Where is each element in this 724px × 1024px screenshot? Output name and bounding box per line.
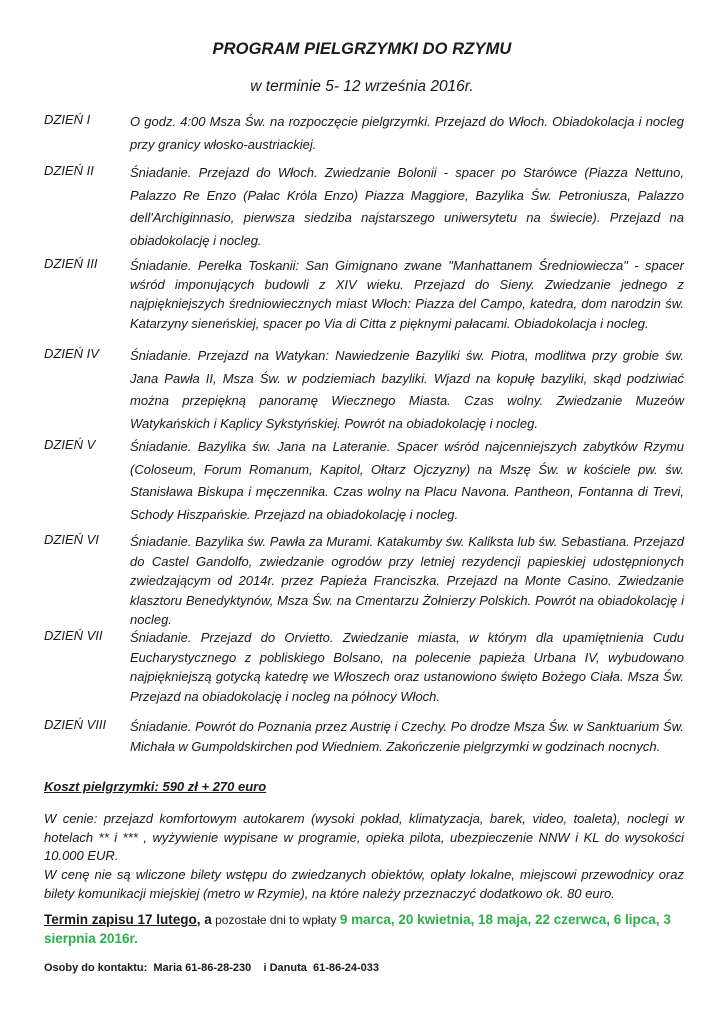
- cost-heading: Koszt pielgrzymki: 590 zł + 270 euro: [44, 779, 267, 794]
- day-4: [44, 345, 684, 435]
- day-description: O godz. 4:00 Msza Św. na rozpoczęcie pielgrzymki. Przejazd do Włoch. Obiadokolacja i nocleg przy granicy włosko-austriackiej.: [130, 114, 684, 152]
- day-label: DZIEŃ VI: [44, 532, 99, 547]
- registration-connector: , a: [196, 912, 212, 927]
- page-title: PROGRAM PIELGRZYMKI DO RZYMU: [212, 40, 512, 58]
- day-description: Śniadanie. Bazylika św. Pawła za Murami. Katakumby św. Kaliksta lub św. Sebastiana. Przejazd do Castel Gandolfo, zwiedzanie ogrodów przy letniej rezydencji papieskiej udostępnionych zwiedzającym od 2014r. przez Papieża Franciszka. Przejazd na Monte Casino. Zwiedzanie klasztoru Benedyktynów, Msza Św. na Cmentarzu Żołnierzy Polskich. Powrót na obiadokolację i nocleg.: [130, 534, 684, 628]
- price-includes: W cenie: przejazd komfortowym autokarem (wysoki pokład, klimatyzacja, barek, video, toaleta), noclegi w hotelach ** i *** , wyżywienie wypisane w programie, opieka pilota, ubezpieczenie NNW i KL do wysokości 10.000 EUR.: [44, 811, 684, 864]
- day-description: Śniadanie. Bazylika św. Jana na Lateranie. Spacer wśród najcenniejszych zabytków Rzymu (Coloseum, Forum Romanum, Kapitol, Ołtarz Ojczyzny) na Mszę Św. w kościele pw. św. Stanisława Biskupa i męczennika. Czas wolny na Placu Navona. Pantheon, Fontanna di Trevi, Schody Hiszpańskie. Przejazd na obiadokolację i nocleg.: [130, 439, 684, 522]
- day-5: [44, 436, 684, 526]
- day-label: DZIEŃ V: [44, 437, 96, 452]
- day-label: DZIEŃ VII: [44, 628, 103, 643]
- day-description: Śniadanie. Przejazd do Orvietto. Zwiedzanie miasta, w którym dla upamiętnienia Cudu Eucharystycznego z pobliskiego Bolsano, na polecenie papieża Urbana IV, wybudowano najpiękniejszą gotycką katedrę we Włoszech oraz ustanowiono święto Bożego Ciała. Msza Św. Przejazd na obiadokolację i nocleg na północy Włoch.: [130, 630, 684, 704]
- date-range-subtitle: w terminie 5- 12 września 2016r.: [250, 78, 474, 95]
- payment-intro: pozostałe dni to wpłaty: [211, 913, 340, 927]
- registration-info: [44, 911, 694, 948]
- registration-deadline: Termin zapisu 17 lutego: [44, 912, 197, 927]
- day-description: Śniadanie. Przejazd na Watykan: Nawiedzenie Bazyliki św. Piotra, modlitwa przy grobie św. Jana Pawła II, Msza Św. w podziemiach bazyliki. Wjazd na kopułę bazyliki, skąd podziwiać można przepiękną panoramę Wiecznego Miasta. Czas wolny. Zwiedzanie Muzeów Watykańskich i Kaplicy Sykstyńskiej. Powrót na obiadokolację i nocleg.: [130, 348, 684, 431]
- day-description: Śniadanie. Perełka Toskanii: San Gimignano zwane "Manhattanem Średniowiecza" - spacer wśród imponujących budowli z XIV wieku. Przejazd do Sieny. Zwiedzanie jednego z najpiękniejszych średniowiecznych miast Włoch: Piazza del Campo, katedra, dom narodzin św. Katarzyny sieneńskiej, spacer po Via di Citta z pięknymi pałacami. Obiadokolacja i nocleg.: [130, 258, 684, 331]
- day-8: [44, 717, 684, 756]
- day-label: DZIEŃ I: [44, 112, 91, 127]
- day-description: Śniadanie. Przejazd do Włoch. Zwiedzanie Bolonii - spacer po Starówce (Piazza Nettuno, Palazzo Re Enzo (Pałac Króla Enzo) Piazza Maggiore, Bazylika Św. Petroniusza, Palazzo dell'Archiginnasio, pierwsza siedziba najstarszego uniwersytetu na świecie). Przejazd na obiadokolację i nocleg.: [130, 165, 684, 248]
- day-label: DZIEŃ VIII: [44, 717, 107, 732]
- day-2: [44, 162, 684, 252]
- day-6: [44, 532, 684, 630]
- day-1: [44, 111, 684, 156]
- day-label: DZIEŃ III: [44, 256, 98, 271]
- day-3: [44, 256, 684, 333]
- day-label: DZIEŃ II: [44, 163, 94, 178]
- day-description: Śniadanie. Powrót do Poznania przez Austrię i Czechy. Po drodze Msza Św. w Sanktuarium Św. Michała w Gumpoldskirchen pod Wiedniem. Zakończenie pielgrzymki w godzinach nocnych.: [130, 719, 684, 754]
- day-7: [44, 628, 684, 706]
- payment-dates: 9 marca, 20 kwietnia, 18 maja, 22 czerwca, 6 lipca, 3 sierpnia 2016r.: [44, 912, 671, 946]
- price-excludes: W cenę nie są wliczone bilety wstępu do zwiedzanych obiektów, opłaty lokalne, miejscowi przewodnicy oraz bilety komunikacji miejskiej (metro w Rzymie), na które należy przeznaczyć dodatkowo ok. 80 euro.: [44, 867, 684, 901]
- day-label: DZIEŃ IV: [44, 346, 99, 361]
- contact-persons: Osoby do kontaktu: Maria 61-86-28-230 i Danuta 61-86-24-033: [44, 962, 380, 974]
